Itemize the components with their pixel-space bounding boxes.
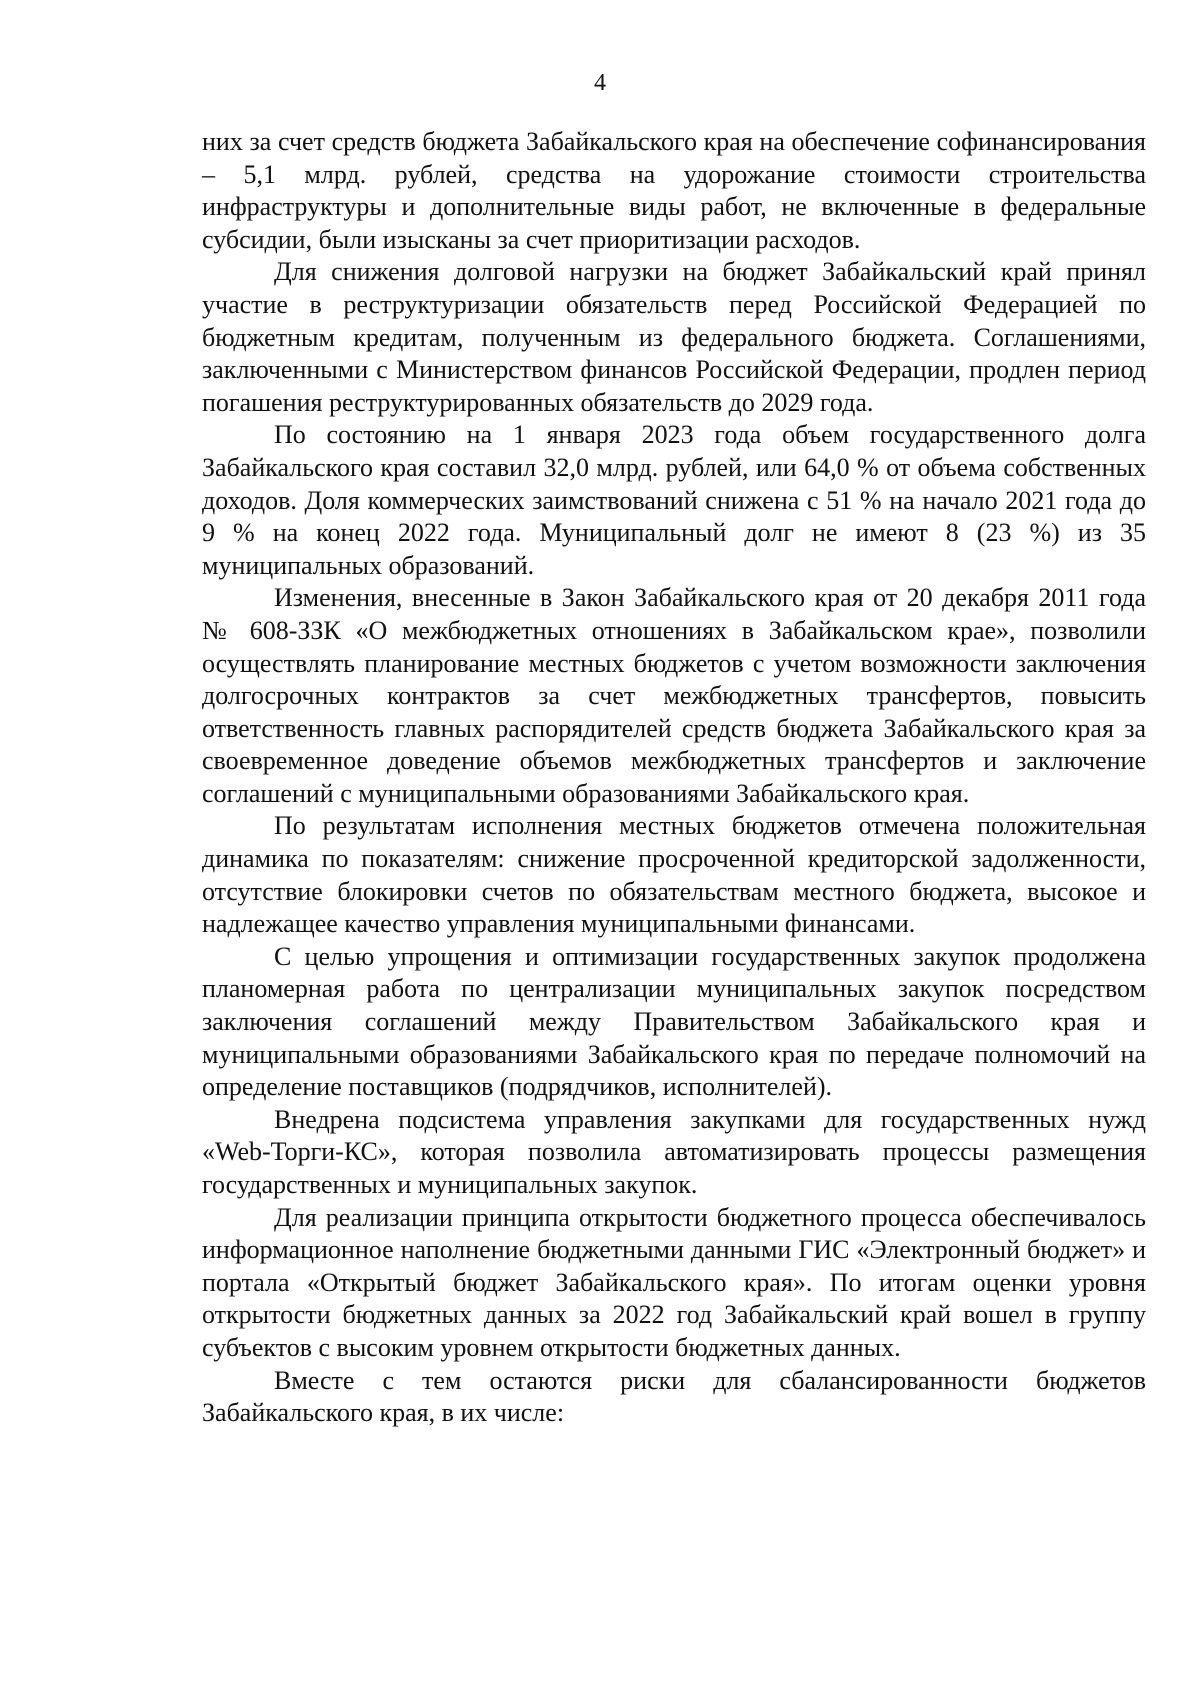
paragraph-open-budget: Для реализации принципа открытости бюджетного процесса обеспечивалось информационное наполнение бюджетными данными ГИС «Электронный бюджет» и портала «Открытый бюджет Забайкальского края». По итогам оценки уровня открытости бюджетных данных за 2022 год Забайкальский край вошел в группу субъектов с высоким уровнем открытости бюджетных данных. (202, 1202, 1146, 1362)
paragraph-debt-restructuring: Для снижения долговой нагрузки на бюджет Забайкальский край принял участие в реструктуризации обязательств перед Российской Федерацией по бюджетным кредитам, полученным из федерального бюджета. Соглашениями, заключенными с Министерством финансов Российской Федерации, продлен период погашения реструктурированных обязательств до 2029 года. (202, 257, 1146, 417)
paragraph-risks: Вместе с тем остаются риски для сбалансированности бюджетов Забайкальского края, в их числе: (202, 1365, 1146, 1428)
page-number: 4 (594, 70, 606, 96)
paragraph-web-torgi: Внедрена подсистема управления закупками для государственных нужд «Web-Торги-КС», которая позволила автоматизировать процессы размещения государственных и муниципальных закупок. (202, 1104, 1146, 1199)
paragraph-state-debt: По состоянию на 1 января 2023 года объем государственного долга Забайкальского края составил 32,0 млрд. рублей, или 64,0 % от объема собственных доходов. Доля коммерческих заимствований снижена с 51 % на начало 2021 года до 9 % на конец 2022 года. Муниципальный долг не имеют 8 (23 %) из 35 муниципальных образований. (202, 420, 1146, 580)
paragraph-law-amendments: Изменения, внесенные в Закон Забайкальского края от 20 декабря 2011 года № 608-ЗЗК «О межбюджетных отношениях в Забайкальском крае», позволили осуществлять планирование местных бюджетов с учетом возможности заключения долгосрочных контрактов за счет межбюджетных трансфертов, повысить ответственность главных распорядителей средств бюджета Забайкальского края за своевременное доведение объемов межбюджетных трансфертов и заключение соглашений с муниципальными образованиями Забайкальского края. (202, 583, 1146, 808)
paragraph-local-budgets: По результатам исполнения местных бюджетов отмечена положительная динамика по показателям: снижение просроченной кредиторской задолженности, отсутствие блокировки счетов по обязательствам местного бюджета, высокое и надлежащее качество управления муниципальными финансами. (202, 811, 1146, 939)
paragraph-cofinancing: них за счет средств бюджета Забайкальского края на обеспечение софинансирования – 5,1 млрд. рублей, средства на удорожание стоимости строительства инфраструктуры и дополнительные виды работ, не включенные в федеральные субсидии, были изысканы за счет приоритизации расходов. (202, 127, 1146, 254)
paragraph-procurement: С целью упрощения и оптимизации государственных закупок продолжена планомерная работа по централизации муниципальных закупок посредством заключения соглашений между Правительством Забайкальского края и муниципальными образованиями Забайкальского края по передаче полномочий на определение поставщиков (подрядчиков, исполнителей). (202, 941, 1146, 1102)
document-body (202, 126, 1146, 1430)
